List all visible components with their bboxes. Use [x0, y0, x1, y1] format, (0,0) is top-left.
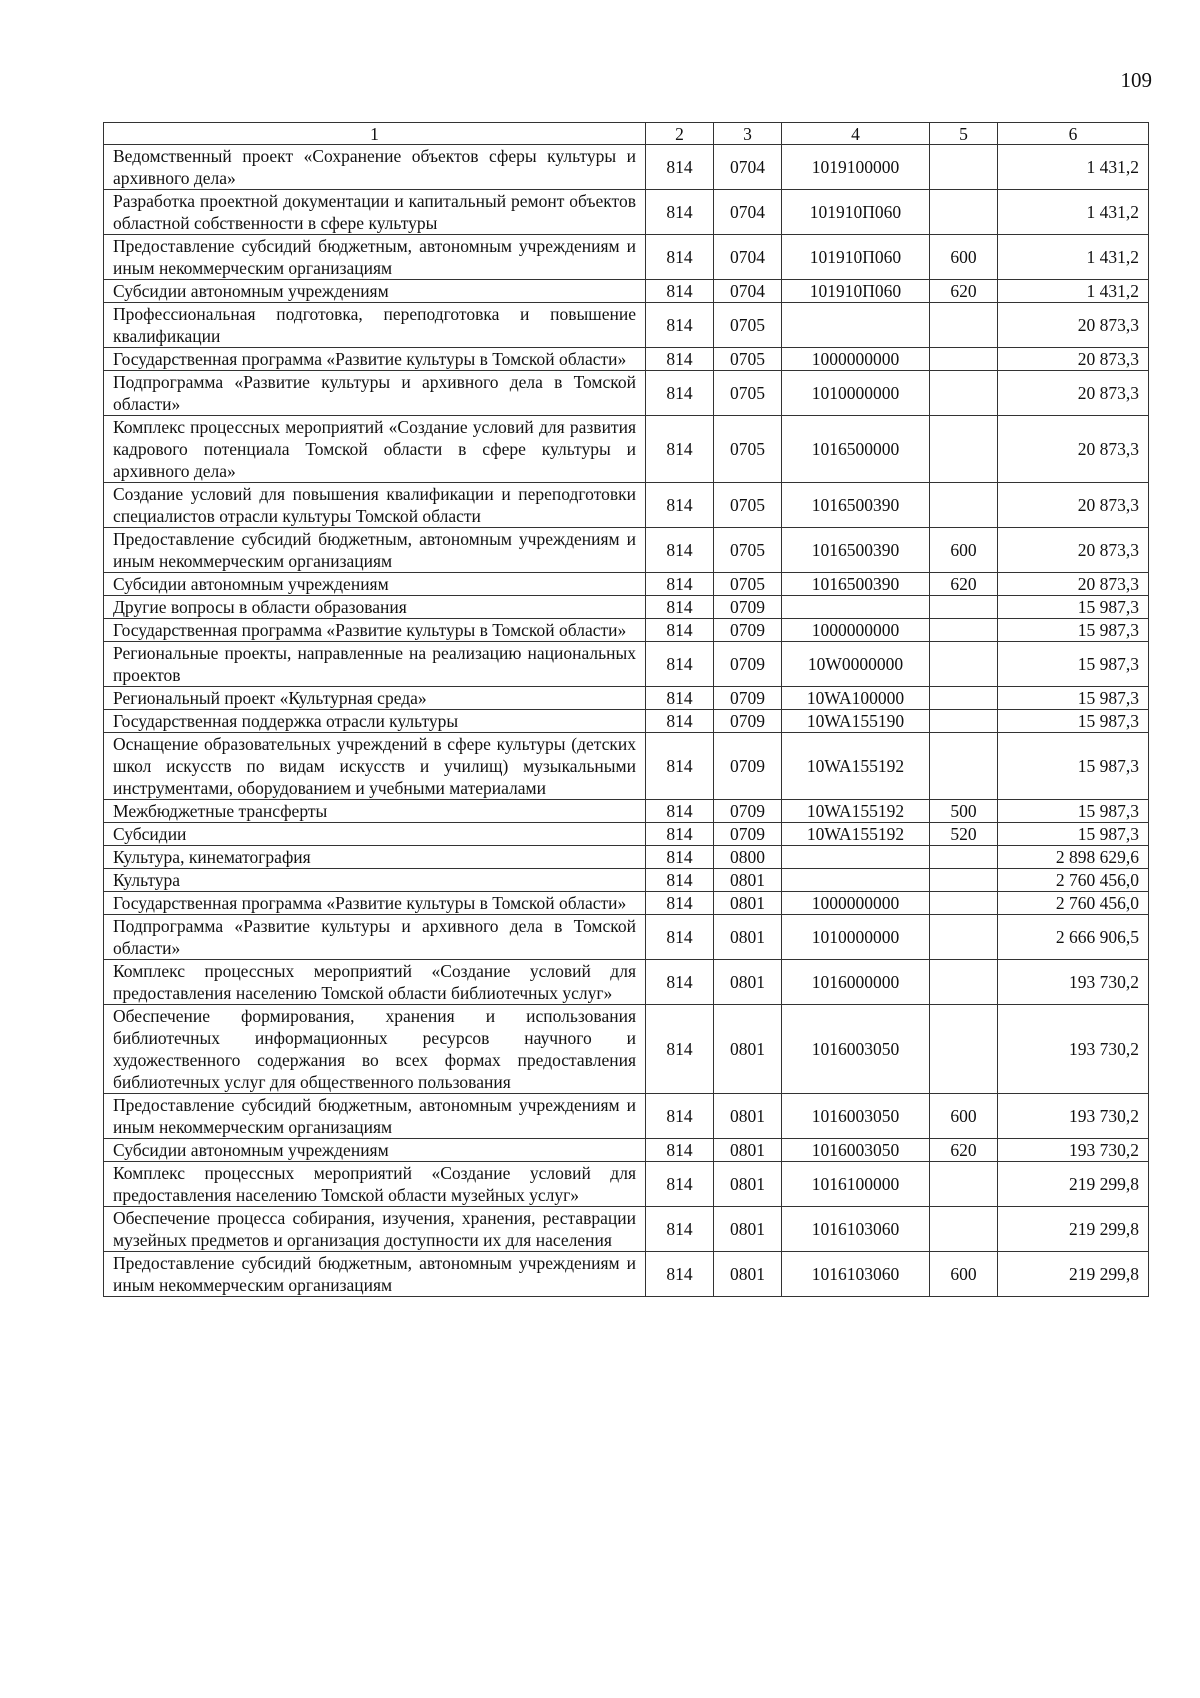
target-article: 1016000000 [782, 960, 930, 1005]
expense-type: 600 [930, 235, 998, 280]
table-row [104, 846, 1149, 869]
section-code: 0705 [714, 371, 782, 416]
row-name: Культура [104, 869, 646, 892]
section-code: 0709 [714, 619, 782, 642]
section-code: 0705 [714, 528, 782, 573]
target-article: 101910П060 [782, 235, 930, 280]
table-row [104, 892, 1149, 915]
page-number: 109 [1120, 68, 1152, 92]
table-row [104, 1252, 1149, 1297]
row-name: Разработка проектной документации и капитальный ремонт объектов областной собственности в сфере культуры [104, 190, 646, 235]
expense-type [930, 710, 998, 733]
expense-type [930, 869, 998, 892]
section-code: 0704 [714, 235, 782, 280]
table-row [104, 145, 1149, 190]
row-name: Субсидии [104, 823, 646, 846]
target-article: 10WA155190 [782, 710, 930, 733]
target-article: 10W0000000 [782, 642, 930, 687]
table-row [104, 348, 1149, 371]
table-row [104, 483, 1149, 528]
department-code: 814 [646, 642, 714, 687]
header-row [104, 123, 1149, 145]
expense-type [930, 371, 998, 416]
table-row [104, 619, 1149, 642]
department-code: 814 [646, 1252, 714, 1297]
expense-type [930, 733, 998, 800]
header-cell: 1 [104, 123, 646, 145]
section-code: 0709 [714, 596, 782, 619]
department-code: 814 [646, 1207, 714, 1252]
table-row [104, 1162, 1149, 1207]
department-code: 814 [646, 596, 714, 619]
row-name: Субсидии автономным учреждениям [104, 280, 646, 303]
expense-type [930, 348, 998, 371]
row-name: Культура, кинематография [104, 846, 646, 869]
target-article [782, 869, 930, 892]
expense-type: 620 [930, 280, 998, 303]
amount: 20 873,3 [998, 348, 1149, 371]
row-name: Субсидии автономным учреждениям [104, 1139, 646, 1162]
table-row [104, 1207, 1149, 1252]
expense-type [930, 145, 998, 190]
target-article: 1016103060 [782, 1207, 930, 1252]
department-code: 814 [646, 687, 714, 710]
target-article: 1016500000 [782, 416, 930, 483]
department-code: 814 [646, 710, 714, 733]
section-code: 0801 [714, 1162, 782, 1207]
amount: 15 987,3 [998, 687, 1149, 710]
expense-type [930, 1005, 998, 1094]
amount: 20 873,3 [998, 416, 1149, 483]
department-code: 814 [646, 619, 714, 642]
department-code: 814 [646, 371, 714, 416]
department-code: 814 [646, 1094, 714, 1139]
section-code: 0704 [714, 190, 782, 235]
expense-type [930, 846, 998, 869]
section-code: 0801 [714, 1094, 782, 1139]
target-article: 101910П060 [782, 280, 930, 303]
table-row [104, 371, 1149, 416]
department-code: 814 [646, 823, 714, 846]
amount: 20 873,3 [998, 371, 1149, 416]
department-code: 814 [646, 483, 714, 528]
amount: 219 299,8 [998, 1207, 1149, 1252]
target-article: 1019100000 [782, 145, 930, 190]
target-article: 1016003050 [782, 1005, 930, 1094]
row-name: Региональный проект «Культурная среда» [104, 687, 646, 710]
target-article: 1000000000 [782, 348, 930, 371]
expense-type: 620 [930, 573, 998, 596]
row-name: Подпрограмма «Развитие культуры и архивного дела в Томской области» [104, 371, 646, 416]
target-article [782, 303, 930, 348]
section-code: 0709 [714, 642, 782, 687]
target-article: 10WA155192 [782, 823, 930, 846]
row-name: Предоставление субсидий бюджетным, автономным учреждениям и иным некоммерческим организациям [104, 1252, 646, 1297]
target-article: 10WA100000 [782, 687, 930, 710]
department-code: 814 [646, 303, 714, 348]
expense-type [930, 303, 998, 348]
amount: 193 730,2 [998, 1005, 1149, 1094]
section-code: 0801 [714, 915, 782, 960]
amount: 15 987,3 [998, 710, 1149, 733]
amount: 15 987,3 [998, 733, 1149, 800]
budget-table [103, 122, 1149, 1297]
amount: 193 730,2 [998, 960, 1149, 1005]
amount: 1 431,2 [998, 235, 1149, 280]
table-row [104, 733, 1149, 800]
section-code: 0705 [714, 573, 782, 596]
department-code: 814 [646, 145, 714, 190]
row-name: Государственная поддержка отрасли культуры [104, 710, 646, 733]
table-row [104, 235, 1149, 280]
department-code: 814 [646, 416, 714, 483]
department-code: 814 [646, 915, 714, 960]
amount: 20 873,3 [998, 303, 1149, 348]
amount: 2 760 456,0 [998, 869, 1149, 892]
expense-type [930, 483, 998, 528]
table-row [104, 710, 1149, 733]
row-name: Комплекс процессных мероприятий «Создание условий для предоставления населению Томской области музейных услуг» [104, 1162, 646, 1207]
department-code: 814 [646, 960, 714, 1005]
row-name: Комплекс процессных мероприятий «Создание условий для развития кадрового потенциала Томской области в сфере культуры и архивного дела» [104, 416, 646, 483]
expense-type [930, 619, 998, 642]
table-row [104, 1139, 1149, 1162]
amount: 1 431,2 [998, 190, 1149, 235]
target-article: 1016103060 [782, 1252, 930, 1297]
table-row [104, 596, 1149, 619]
expense-type [930, 960, 998, 1005]
amount: 193 730,2 [998, 1094, 1149, 1139]
expense-type [930, 596, 998, 619]
expense-type: 500 [930, 800, 998, 823]
row-name: Государственная программа «Развитие культуры в Томской области» [104, 892, 646, 915]
department-code: 814 [646, 1005, 714, 1094]
row-name: Подпрограмма «Развитие культуры и архивного дела в Томской области» [104, 915, 646, 960]
amount: 1 431,2 [998, 145, 1149, 190]
header-cell: 4 [782, 123, 930, 145]
amount: 20 873,3 [998, 483, 1149, 528]
department-code: 814 [646, 1162, 714, 1207]
amount: 2 760 456,0 [998, 892, 1149, 915]
department-code: 814 [646, 846, 714, 869]
row-name: Государственная программа «Развитие культуры в Томской области» [104, 348, 646, 371]
row-name: Государственная программа «Развитие культуры в Томской области» [104, 619, 646, 642]
department-code: 814 [646, 348, 714, 371]
target-article: 10WA155192 [782, 733, 930, 800]
target-article: 10WA155192 [782, 800, 930, 823]
amount: 15 987,3 [998, 800, 1149, 823]
amount: 219 299,8 [998, 1162, 1149, 1207]
section-code: 0705 [714, 483, 782, 528]
section-code: 0709 [714, 823, 782, 846]
section-code: 0801 [714, 960, 782, 1005]
expense-type [930, 416, 998, 483]
section-code: 0705 [714, 416, 782, 483]
table-row [104, 1005, 1149, 1094]
header-cell: 6 [998, 123, 1149, 145]
row-name: Субсидии автономным учреждениям [104, 573, 646, 596]
department-code: 814 [646, 190, 714, 235]
row-name: Региональные проекты, направленные на реализацию национальных проектов [104, 642, 646, 687]
header-cell: 3 [714, 123, 782, 145]
row-name: Предоставление субсидий бюджетным, автономным учреждениям и иным некоммерческим организациям [104, 528, 646, 573]
row-name: Комплекс процессных мероприятий «Создание условий для предоставления населению Томской области библиотечных услуг» [104, 960, 646, 1005]
table-row [104, 573, 1149, 596]
department-code: 814 [646, 1139, 714, 1162]
amount: 219 299,8 [998, 1252, 1149, 1297]
section-code: 0704 [714, 280, 782, 303]
row-name: Профессиональная подготовка, переподготовка и повышение квалификации [104, 303, 646, 348]
expense-type: 600 [930, 1252, 998, 1297]
header-cell: 5 [930, 123, 998, 145]
target-article: 1016500390 [782, 483, 930, 528]
section-code: 0705 [714, 348, 782, 371]
row-name: Обеспечение формирования, хранения и использования библиотечных информационных ресурсов научного и художественного содержания во всех формах предоставления библиотечных услуг для общественного пользования [104, 1005, 646, 1094]
section-code: 0709 [714, 687, 782, 710]
section-code: 0709 [714, 710, 782, 733]
amount: 193 730,2 [998, 1139, 1149, 1162]
department-code: 814 [646, 733, 714, 800]
section-code: 0801 [714, 1005, 782, 1094]
section-code: 0705 [714, 303, 782, 348]
row-name: Оснащение образовательных учреждений в сфере культуры (детских школ искусств по видам искусств и училищ) музыкальными инструментами, оборудованием и учебными материалами [104, 733, 646, 800]
table-row [104, 1094, 1149, 1139]
amount: 1 431,2 [998, 280, 1149, 303]
expense-type [930, 642, 998, 687]
table-row [104, 303, 1149, 348]
expense-type [930, 1207, 998, 1252]
target-article: 1016003050 [782, 1094, 930, 1139]
target-article: 1016500390 [782, 528, 930, 573]
section-code: 0801 [714, 1207, 782, 1252]
table-row [104, 915, 1149, 960]
row-name: Предоставление субсидий бюджетным, автономным учреждениям и иным некоммерческим организациям [104, 235, 646, 280]
table-row [104, 642, 1149, 687]
table-row [104, 800, 1149, 823]
amount: 15 987,3 [998, 823, 1149, 846]
row-name: Предоставление субсидий бюджетным, автономным учреждениям и иным некоммерческим организациям [104, 1094, 646, 1139]
department-code: 814 [646, 800, 714, 823]
table-row [104, 528, 1149, 573]
expense-type: 620 [930, 1139, 998, 1162]
amount: 2 898 629,6 [998, 846, 1149, 869]
expense-type [930, 892, 998, 915]
department-code: 814 [646, 892, 714, 915]
section-code: 0704 [714, 145, 782, 190]
amount: 20 873,3 [998, 528, 1149, 573]
expense-type: 600 [930, 528, 998, 573]
target-article: 1016003050 [782, 1139, 930, 1162]
row-name: Ведомственный проект «Сохранение объектов сферы культуры и архивного дела» [104, 145, 646, 190]
table-row [104, 687, 1149, 710]
expense-type [930, 190, 998, 235]
target-article [782, 596, 930, 619]
department-code: 814 [646, 573, 714, 596]
section-code: 0709 [714, 800, 782, 823]
expense-type [930, 687, 998, 710]
target-article: 1010000000 [782, 915, 930, 960]
expense-type: 520 [930, 823, 998, 846]
table-row [104, 280, 1149, 303]
header-cell: 2 [646, 123, 714, 145]
row-name: Создание условий для повышения квалификации и переподготовки специалистов отрасли культуры Томской области [104, 483, 646, 528]
target-article: 1010000000 [782, 371, 930, 416]
table-row [104, 416, 1149, 483]
expense-type [930, 915, 998, 960]
row-name: Другие вопросы в области образования [104, 596, 646, 619]
amount: 2 666 906,5 [998, 915, 1149, 960]
target-article: 101910П060 [782, 190, 930, 235]
expense-type [930, 1162, 998, 1207]
target-article: 1000000000 [782, 619, 930, 642]
table-row [104, 869, 1149, 892]
table-row [104, 960, 1149, 1005]
section-code: 0801 [714, 869, 782, 892]
expense-type: 600 [930, 1094, 998, 1139]
section-code: 0801 [714, 1139, 782, 1162]
row-name: Межбюджетные трансферты [104, 800, 646, 823]
target-article [782, 846, 930, 869]
table-row [104, 823, 1149, 846]
department-code: 814 [646, 869, 714, 892]
department-code: 814 [646, 235, 714, 280]
amount: 15 987,3 [998, 642, 1149, 687]
target-article: 1016500390 [782, 573, 930, 596]
amount: 20 873,3 [998, 573, 1149, 596]
target-article: 1000000000 [782, 892, 930, 915]
table-body [104, 123, 1149, 1297]
amount: 15 987,3 [998, 596, 1149, 619]
table-row [104, 190, 1149, 235]
target-article: 1016100000 [782, 1162, 930, 1207]
section-code: 0801 [714, 1252, 782, 1297]
department-code: 814 [646, 528, 714, 573]
section-code: 0801 [714, 892, 782, 915]
section-code: 0800 [714, 846, 782, 869]
department-code: 814 [646, 280, 714, 303]
section-code: 0709 [714, 733, 782, 800]
row-name: Обеспечение процесса собирания, изучения, хранения, реставрации музейных предметов и организация доступности их для населения [104, 1207, 646, 1252]
amount: 15 987,3 [998, 619, 1149, 642]
